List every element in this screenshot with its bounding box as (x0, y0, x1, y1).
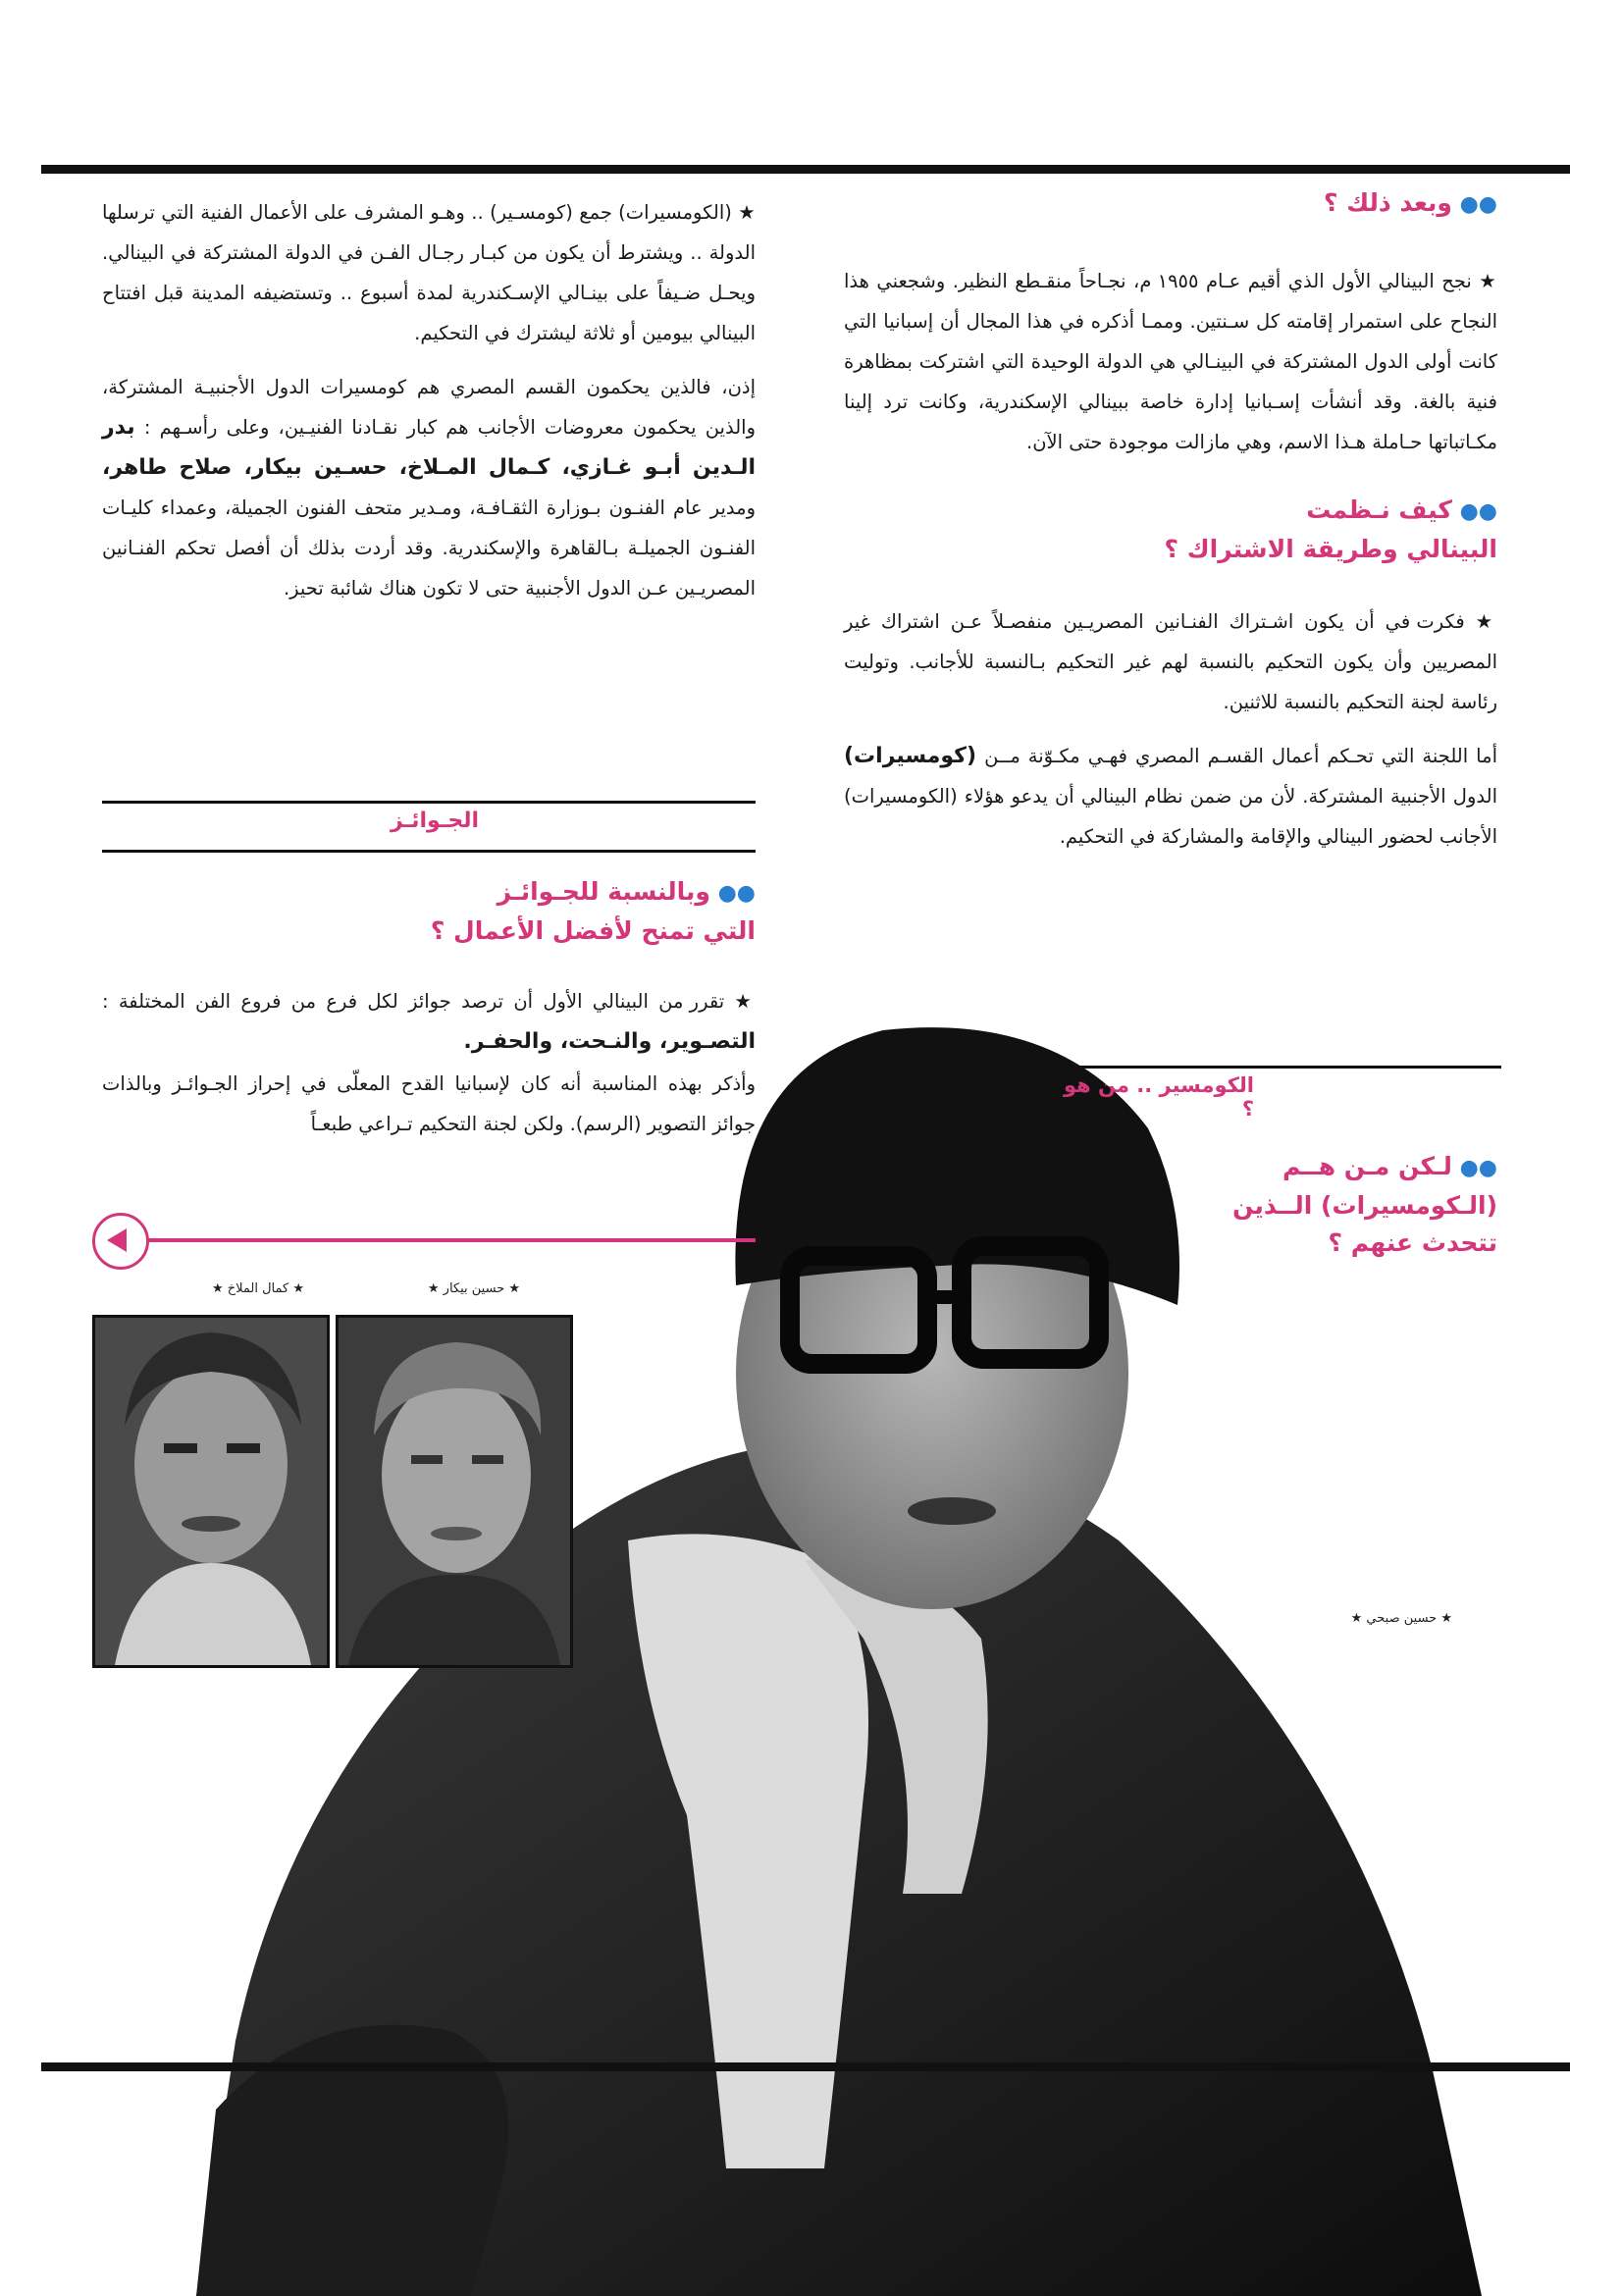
top-rule (41, 165, 1570, 174)
subhead-prizes: الجـوائـز (391, 809, 479, 833)
right-column-question-3: ●● لـكن مـن هــم (الـكومسيرات) الــذين تتحدث عنهم ؟ (1231, 1152, 1497, 1257)
question-prizes: ●● وبالنسبة للجـوائـز (497, 877, 756, 906)
right-subhead-rule (1058, 1066, 1501, 1069)
paragraph-egyptian-separate: ★ فكرت في أن يكون اشـتراك الفنـانين المصريـين منفصـلاً عـن اشتراك غير المصريين وأن يكون التحكيم بالنسبة لهم غير التحكيم بـالنسبة للأجانب. وتوليت رئاسة لجنة التحكيم بالنسبة للاثنين. (844, 610, 1497, 713)
caption-hussein-bikar: ★ حسين بيكار ★ (427, 1281, 520, 1296)
paragraph-prizes: ★ تقرر من البينالي الأول أن ترصد جوائز لكل فرع من فروع الفن المختلفة : التصـوير، والنـحت، والحفـر. (102, 990, 756, 1054)
left-column (102, 192, 756, 622)
question-how-organized-line2: البينالي وطريقة الاشتراك ؟ (1164, 535, 1497, 563)
photo-hussein-bikar (336, 1315, 573, 1668)
caption-hussein-sobhi: ★ حسين صبحي ★ (1350, 1611, 1452, 1626)
bullet-dots-icon: ●● (1451, 499, 1497, 524)
caption-kamal-malakh: ★ كمال الملاخ ★ (211, 1281, 304, 1296)
subhead-commissioner: الكومسير .. من هو ؟ (1064, 1073, 1254, 1121)
pink-divider-line (128, 1238, 756, 1242)
paragraph-jury-members: إذن، فالذين يحكمون القسم المصري هم كومسيرات الدول الأجنبيـة المشتركة، والذين يحكمون معروضات الأجانب هم كبار نقـادنا الفنيـين، وعلى رأسـهم : بدر الـدين أبـو غـازي، كـمال المـلاخ، حسـين بيكار، صلاح طاهر، ومدير عام الفنـون بـوزارة الثقـافـة، ومـدير متحف الفنون الجميلة، وعمداء كليـات الفنـون الجميلـة بـالقاهرة والإسكندرية. وقد أردت بذلك أن أفصل تحكم الفنـانين المصريـين عـن الدول الأجنبية حتى لا تكون هناك شائبة تحيز. (102, 376, 756, 600)
bullet-dots-icon: ●● (1451, 1156, 1497, 1180)
paragraph-commissioners-definition: ★ (الكومسيرات) جمع (كومسـير) .. وهـو المشرف على الأعمال الفنية التي ترسلها الدولة .. ويشترط أن يكون من كبـار رجـال الفـن في الدولة المشتركة في البينالي. ويحـل ضـيفاً على بينـالي الإسـكندرية لمدة أسبوع .. وتستضيفه المدينة قبل افتتاح البينالي بيومين أو ثلاثة ليشترك في التحكيم. (102, 201, 756, 344)
photo-kamal-malakh (92, 1315, 330, 1668)
left-column-prizes (102, 873, 756, 1158)
bottom-rule (41, 2062, 1570, 2071)
left-subhead-rule-bottom (102, 850, 756, 853)
right-column (844, 184, 1497, 870)
paragraph-commissioners-jury: أما اللجنة التي تحـكم أعمال القسـم المصري فهـي مكـوّنة مــن (كومسيرات) الدول الأجنبية المشتركة. لأن من ضمن نظام البينالي أن يدعو هؤلاء (الكومسيرات) الأجانب لحضور البينالي والإقامة والمشاركة في التحكيم. (844, 744, 1497, 848)
page-badge-icon (92, 1213, 149, 1270)
paragraph-first-biennale: ★ نجح البينالي الأول الذي أقيم عـام ١٩٥٥ م، نجـاحاً منقـطع النظير. وشجعني هذا النجاح على استمرار إقامته كل سـنتين. وممـا أذكره في هذا المجال أن إسبانيا التي كانت أولى الدول المشتركة في البينـالي هي الدولة الوحيدة التي اشتركت بمظاهرة فنية بالغة. وقد أنشأت إسـبانيا إدارة خاصة ببينالي الإسكندرية، وكانت ترد إلينا مكـاتباتها حـاملة هـذا الاسم، وهي مازالت موجودة حتى الآن. (844, 270, 1497, 453)
bullet-dots-icon: ●● (709, 881, 756, 906)
question-prizes-line2: التي تمنح لأفضل الأعمال ؟ (430, 916, 756, 945)
paragraph-spain-prizes: وأذكر بهذه المناسبة أنه كان لإسبانيا القدح المعلّى في إحراز الجـوائـز وبالذات جوائز التصوير (الرسم). ولكن لجنة التحكيم تـراعي طبعـاً (102, 1072, 756, 1135)
question-after-that: ●● وبعد ذلك ؟ (1324, 188, 1497, 217)
question-how-organized: ●● كيف نـظمت (1306, 496, 1497, 524)
left-subhead-rule-top (102, 801, 756, 804)
bullet-dots-icon: ●● (1451, 192, 1497, 217)
